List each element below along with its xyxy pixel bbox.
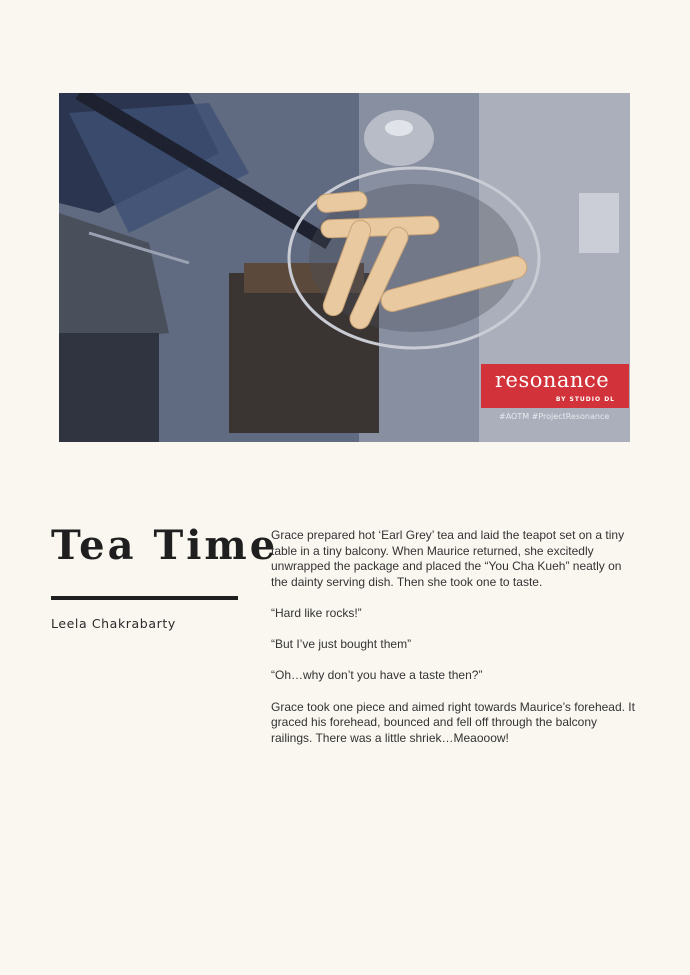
resonance-logo bbox=[481, 364, 629, 408]
street-food-photo bbox=[59, 93, 630, 442]
story-body bbox=[271, 528, 641, 762]
story-paragraph: “But I’ve just bought them” bbox=[271, 637, 412, 652]
author-name: Leela Chakrabarty bbox=[51, 616, 176, 631]
story-paragraph: Grace took one piece and aimed right towards Maurice’s forehead. It graced his forehead, bounced and fell off through the balcony railings. There was a little shriek…Meaooow! bbox=[271, 699, 635, 745]
story-paragraph: “Hard like rocks!” bbox=[271, 605, 362, 620]
title-divider bbox=[51, 596, 238, 600]
logo-byline: BY STUDIO DL bbox=[555, 396, 615, 403]
logo-wordmark: resonance bbox=[495, 368, 610, 392]
photo-hashtags: #AOTM #ProjectResonance bbox=[499, 412, 610, 421]
story-paragraph: “Oh…why don’t you have a taste then?” bbox=[271, 668, 483, 683]
story-paragraph: Grace prepared hot ‘Earl Grey’ tea and laid the teapot set on a tiny table in a tiny balcony. When Maurice returned, she excitedly unwrapped the package and placed the “You Cha Kueh” neatly on the dainty serving dish. Then she took one to taste. bbox=[271, 528, 625, 589]
article-title: Tea Time bbox=[51, 522, 279, 569]
